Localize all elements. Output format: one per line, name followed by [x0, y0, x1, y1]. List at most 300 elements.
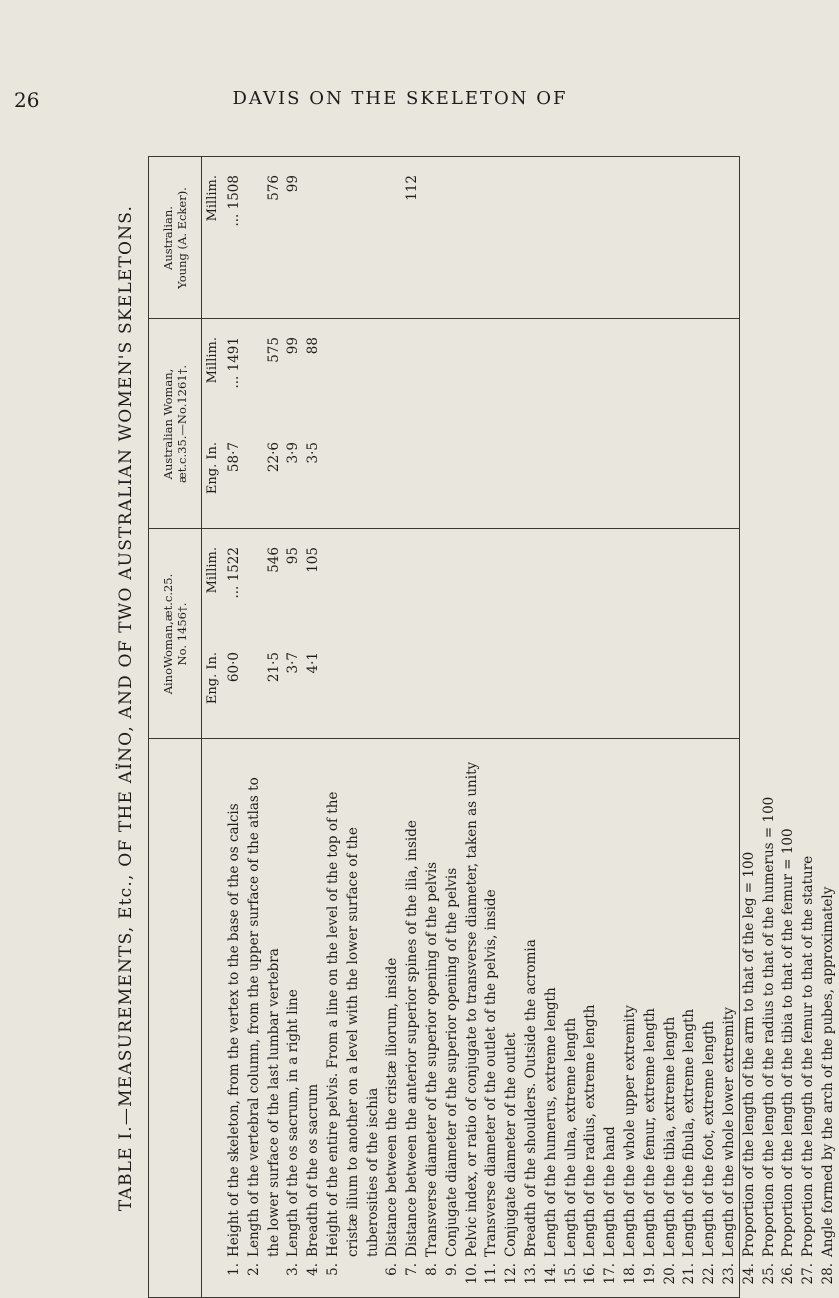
row-label: Length of the hand: [602, 1126, 619, 1257]
table-row: [542, 157, 562, 319]
table-row: [265, 739, 285, 1297]
australian-young-column: [149, 157, 739, 319]
value-millimetres: [383, 319, 403, 424]
row-number: 22.: [701, 1263, 718, 1285]
table-row: [463, 157, 483, 319]
table-row: [760, 319, 780, 529]
rotated-table: [108, 118, 836, 1298]
table-row: [799, 739, 819, 1297]
table-row: [641, 529, 661, 739]
table-row: [680, 157, 700, 319]
value-inches: [740, 424, 760, 529]
value-inches: [383, 634, 403, 739]
running-head: DAVIS ON THE SKELETON OF: [232, 88, 568, 109]
table-row: [344, 529, 364, 739]
table-row: [383, 157, 403, 319]
value-inches: [641, 634, 661, 739]
australian-woman-header: [149, 319, 202, 529]
table-row: [284, 319, 304, 529]
table-row: [364, 157, 384, 319]
row-number: 11.: [483, 1263, 500, 1285]
value-millimetres: 99: [285, 337, 302, 355]
table-row: [641, 157, 661, 319]
value-millimetres: 99: [285, 175, 302, 193]
table-row: [423, 319, 443, 529]
table-row: [779, 157, 799, 319]
value-millimetres: [482, 529, 502, 634]
table-row: [225, 319, 245, 529]
table-row: [562, 739, 582, 1297]
table-row: [760, 157, 780, 319]
value-millimetres: [562, 529, 582, 634]
table-row: [562, 319, 582, 529]
row-label: Transverse diameter of the superior opening of the pelvis: [423, 861, 440, 1257]
value-millimetres: [680, 529, 700, 634]
row-label: Transverse diameter of the outlet of the pelvis, inside: [483, 889, 500, 1257]
value-inches: [661, 424, 681, 529]
table-row: [245, 529, 265, 739]
value-inches: [799, 634, 819, 739]
aino-header-line: No. 1456†.: [175, 602, 189, 666]
value-millimetres: [720, 319, 740, 424]
row-number: 3.: [285, 1263, 302, 1276]
value-millimetres: [403, 319, 423, 424]
value-millimetres: [522, 319, 542, 424]
row-label: Height of the entire pelvis. From a line on the level of the top of the: [324, 791, 341, 1257]
table-row: [364, 319, 384, 529]
row-number: 13.: [522, 1263, 539, 1285]
value-millimetres: [542, 529, 562, 634]
table-row: [581, 319, 601, 529]
value-millimetres: [383, 529, 403, 634]
table-row: [661, 529, 681, 739]
row-number: 2.: [245, 1263, 262, 1276]
value-millimetres: [621, 529, 641, 634]
value-inches: [245, 424, 265, 529]
table-row: [225, 529, 245, 739]
value-inches: [502, 634, 522, 739]
value-millimetres: [680, 319, 700, 424]
table-row: [760, 529, 780, 739]
table-row: [403, 319, 423, 529]
table-row: [680, 739, 700, 1297]
value-inches: 22·6: [265, 442, 282, 473]
value-inches: [601, 424, 621, 529]
row-label: Breadth of the shoulders. Outside the acromia: [522, 939, 539, 1257]
value-millimetres: [661, 319, 681, 424]
row-label: Proportion of the length of the tibia to that of the femur = 100: [780, 828, 797, 1257]
table-row: [522, 157, 542, 319]
table-row: [482, 739, 502, 1297]
value-millimetres: [522, 529, 542, 634]
row-label: Length of the fibula, extreme length: [681, 1008, 698, 1257]
row-number: 5.: [324, 1263, 341, 1276]
unit-label: Eng. In.: [205, 442, 220, 495]
value-inches: [403, 634, 423, 739]
value-millimetres: [819, 529, 839, 634]
value-millimetres: 105: [305, 547, 322, 573]
value-inches: [680, 634, 700, 739]
value-inches: [581, 634, 601, 739]
table-row: [522, 739, 542, 1297]
table-row: [581, 739, 601, 1297]
table-row: [324, 739, 344, 1297]
table-row: [423, 157, 443, 319]
rotated-table-stage: [108, 118, 836, 1298]
table-row: [621, 529, 641, 739]
table-row: [562, 157, 582, 319]
row-label: tuberosities of the ischia: [364, 1087, 381, 1257]
row-label: Distance between the cristæ iliorum, inside: [384, 957, 401, 1257]
table-row: [641, 319, 661, 529]
value-millimetres: [760, 319, 780, 424]
australian-young-header: [149, 157, 202, 319]
value-millimetres: [443, 319, 463, 424]
value-inches: [463, 634, 483, 739]
value-millimetres: [700, 319, 720, 424]
value-millimetres: [245, 529, 265, 634]
aino-units: [201, 529, 225, 739]
row-number: 19.: [641, 1263, 658, 1285]
row-label: Proportion of the length of the femur to that of the stature: [800, 855, 817, 1257]
table-row: [463, 529, 483, 739]
value-millimetres: [423, 529, 443, 634]
value-inches: 58·7: [226, 442, 242, 473]
value-millimetres: [621, 319, 641, 424]
value-millimetres: [799, 529, 819, 634]
table-row: [601, 157, 621, 319]
table-row: [502, 529, 522, 739]
value-inches: [641, 424, 661, 529]
table-row: [344, 739, 364, 1297]
value-millimetres: [760, 529, 780, 634]
value-inches: [443, 634, 463, 739]
table-row: [502, 739, 522, 1297]
value-inches: [324, 634, 344, 739]
value-millimetres: [661, 529, 681, 634]
units-spacer: [201, 739, 225, 1297]
value-inches: [502, 424, 522, 529]
table-row: [344, 157, 364, 319]
value-millimetres: [324, 529, 344, 634]
value-inches: [344, 424, 364, 529]
value-inches: [324, 424, 344, 529]
table-row: [443, 319, 463, 529]
value-inches: [383, 424, 403, 529]
value-millimetres: [799, 319, 819, 424]
row-number: 18.: [621, 1263, 638, 1285]
aino-header-line: AinoWoman,æt.c.25.: [161, 573, 175, 695]
value-millimetres: [482, 319, 502, 424]
value-millimetres: 546: [265, 547, 282, 573]
row-number: 26.: [780, 1263, 797, 1285]
value-millimetres: [641, 529, 661, 634]
value-millimetres: [601, 319, 621, 424]
value-millimetres: [700, 529, 720, 634]
australian-young-units: [201, 157, 225, 319]
value-inches: [542, 634, 562, 739]
row-label: Pelvic index, or ratio of conjugate to transverse diameter, taken as unity: [463, 761, 480, 1257]
table-row: [720, 739, 740, 1297]
table-row: [542, 529, 562, 739]
value-inches: [819, 634, 839, 739]
row-number: 4.: [305, 1263, 322, 1276]
value-inches: [700, 634, 720, 739]
row-label: Proportion of the length of the arm to that of the leg = 100: [740, 851, 757, 1257]
row-number: 1.: [226, 1263, 242, 1276]
table-row: [502, 319, 522, 529]
row-number: 23.: [720, 1263, 737, 1285]
value-millimetres: [443, 529, 463, 634]
table-row: [819, 529, 839, 739]
value-millimetres: [601, 529, 621, 634]
table-row: [779, 739, 799, 1297]
value-inches: [720, 424, 740, 529]
row-label: Length of the femur, extreme length: [641, 1008, 658, 1257]
table-row: [245, 739, 265, 1297]
row-number: 24.: [740, 1263, 757, 1285]
value-millimetres: ... 1508: [226, 175, 242, 227]
table-row: [225, 739, 245, 1297]
value-millimetres: [324, 319, 344, 424]
row-number: 27.: [800, 1263, 817, 1285]
unit-label: Millim.: [205, 175, 220, 222]
value-millimetres: [502, 529, 522, 634]
table-row: [680, 319, 700, 529]
value-millimetres: [423, 319, 443, 424]
table-row: [304, 739, 324, 1297]
page-number: 26: [14, 88, 40, 112]
row-label: Length of the humerus, extreme length: [542, 987, 559, 1257]
table-row: [443, 739, 463, 1297]
table-row: [522, 529, 542, 739]
row-label: Length of the os sacrum, in a right line: [285, 989, 302, 1257]
value-inches: [760, 634, 780, 739]
table-row: [661, 739, 681, 1297]
table-row: [364, 529, 384, 739]
table-row: [463, 739, 483, 1297]
row-label: Angle formed by the arch of the pubes, approximately: [819, 886, 836, 1257]
australian-woman-rows: [201, 319, 839, 529]
table-row: [284, 739, 304, 1297]
table-row: [700, 529, 720, 739]
table-row: [740, 529, 760, 739]
row-label: the lower surface of the last lumbar vertebra: [265, 948, 282, 1257]
table-row: [265, 529, 285, 739]
value-millimetres: [779, 529, 799, 634]
value-inches: [562, 424, 582, 529]
page-header: [0, 80, 800, 120]
value-inches: [621, 634, 641, 739]
table-row: [502, 157, 522, 319]
table-row: [284, 157, 304, 319]
value-millimetres: [344, 319, 364, 424]
table-row: [819, 739, 839, 1297]
row-number: 6.: [384, 1263, 401, 1276]
australian-woman-header-line: æt.c.35.—No.1261†.: [175, 364, 189, 484]
table-row: [364, 739, 384, 1297]
table-row: [581, 529, 601, 739]
table-row: [700, 157, 720, 319]
table-row: [245, 157, 265, 319]
row-label: cristæ ilium to another on a level with the lower surface of the: [344, 827, 361, 1257]
row-number: [344, 1257, 364, 1297]
australian-young-header-line: Australian.: [161, 206, 175, 270]
description-column: [149, 738, 836, 1297]
value-millimetres: [581, 529, 601, 634]
table-row: [680, 529, 700, 739]
table-row: [799, 529, 819, 739]
value-millimetres: [562, 319, 582, 424]
table-row: [581, 157, 601, 319]
table-row: [225, 157, 245, 319]
value-inches: [344, 634, 364, 739]
table-row: [304, 529, 324, 739]
value-inches: 3·9: [285, 442, 302, 464]
value-millimetres: [463, 319, 483, 424]
value-millimetres: 88: [305, 337, 322, 355]
description-header: [149, 739, 202, 1297]
table-row: [304, 157, 324, 319]
table-row: [344, 319, 364, 529]
unit-label: Millim.: [205, 547, 220, 594]
value-millimetres: [364, 319, 384, 424]
value-millimetres: 575: [265, 337, 282, 363]
table-row: [383, 529, 403, 739]
value-inches: [779, 634, 799, 739]
value-millimetres: 112: [404, 175, 421, 201]
table-row: [324, 157, 344, 319]
table-row: [641, 739, 661, 1297]
unit-label: Millim.: [205, 337, 220, 384]
row-number: 7.: [404, 1263, 421, 1276]
value-millimetres: [819, 319, 839, 424]
value-inches: [482, 424, 502, 529]
table-row: [423, 739, 443, 1297]
value-inches: [522, 634, 542, 739]
value-inches: [760, 424, 780, 529]
table-row: [819, 157, 839, 319]
value-inches: [364, 424, 384, 529]
aino-header: [149, 529, 202, 739]
table-row: [700, 739, 720, 1297]
value-inches: [245, 634, 265, 739]
table-row: [799, 157, 819, 319]
table-row: [740, 319, 760, 529]
table-row: [740, 739, 760, 1297]
row-label: Length of the foot, extreme length: [701, 1020, 718, 1257]
table-row: [740, 157, 760, 319]
row-label: Breadth of the os sacrum: [305, 1083, 322, 1257]
table-row: [284, 529, 304, 739]
row-number: 21.: [681, 1263, 698, 1285]
value-inches: [680, 424, 700, 529]
value-millimetres: 576: [265, 175, 282, 201]
measurement-table: [148, 156, 836, 1298]
table-row: [324, 529, 344, 739]
aino-column: [149, 528, 739, 739]
value-inches: [463, 424, 483, 529]
unit-label: Eng. In.: [205, 652, 220, 705]
row-number: 25.: [760, 1263, 777, 1285]
value-inches: 3·7: [285, 652, 302, 674]
table-row: [621, 157, 641, 319]
table-caption: TABLE I.—MEASUREMENTS, Etc., OF THE AÏNO, AND OF TWO AUSTRALIAN WOMEN'S SKELETONS.: [116, 204, 136, 1212]
table-row: [482, 529, 502, 739]
row-number: 9.: [443, 1263, 460, 1276]
value-inches: [522, 424, 542, 529]
table-row: [661, 157, 681, 319]
value-inches: 4·1: [305, 652, 322, 674]
row-number: [265, 1257, 285, 1297]
table-row: [443, 157, 463, 319]
table-row: [383, 319, 403, 529]
value-inches: 60·0: [226, 652, 242, 683]
australian-woman-header-line: Australian Woman,: [161, 368, 175, 480]
table-row: [720, 529, 740, 739]
value-inches: [819, 424, 839, 529]
value-millimetres: [463, 529, 483, 634]
row-number: 15.: [562, 1263, 579, 1285]
table-row: [423, 529, 443, 739]
australian-woman-units: [201, 319, 225, 529]
table-row: [621, 319, 641, 529]
row-number: 8.: [423, 1263, 440, 1276]
row-label: Length of the whole upper extremity: [621, 1005, 638, 1257]
table-row: [403, 739, 423, 1297]
australian-young-header-line: Young (A. Ecker).: [175, 187, 189, 289]
table-row: [661, 319, 681, 529]
value-millimetres: 95: [285, 547, 302, 565]
row-label: Conjugate diameter of the superior opening of the pelvis: [443, 867, 460, 1257]
row-label: Proportion of the length of the radius to that of the humerus = 100: [760, 796, 777, 1257]
value-millimetres: [641, 319, 661, 424]
value-inches: [661, 634, 681, 739]
value-inches: [720, 634, 740, 739]
table-row: [482, 157, 502, 319]
table-row: [304, 319, 324, 529]
table-row: [779, 529, 799, 739]
value-inches: [423, 424, 443, 529]
table-row: [403, 157, 423, 319]
row-label: Length of the tibia, extreme length: [661, 1016, 678, 1257]
row-number: 14.: [542, 1263, 559, 1285]
table-row: [463, 319, 483, 529]
table-row: [245, 319, 265, 529]
value-millimetres: [581, 319, 601, 424]
table-row: [779, 319, 799, 529]
value-millimetres: [344, 529, 364, 634]
value-inches: [601, 634, 621, 739]
row-label: Distance between the anterior superior spines of the ilia, inside: [404, 820, 421, 1257]
row-number: 28.: [819, 1263, 836, 1285]
value-inches: [562, 634, 582, 739]
value-inches: [799, 424, 819, 529]
row-label: Height of the skeleton, from the vertex to the base of the os calcis: [226, 803, 242, 1257]
table-row: [621, 739, 641, 1297]
value-millimetres: [364, 529, 384, 634]
table-row: [403, 529, 423, 739]
table-row: [562, 529, 582, 739]
value-inches: [443, 424, 463, 529]
value-inches: [482, 634, 502, 739]
value-millimetres: [740, 319, 760, 424]
row-number: 10.: [463, 1263, 480, 1285]
row-label: Length of the vertebral column, from the upper surface of the atlas to: [245, 777, 262, 1257]
value-millimetres: [720, 529, 740, 634]
table-row: [700, 319, 720, 529]
value-millimetres: [779, 319, 799, 424]
